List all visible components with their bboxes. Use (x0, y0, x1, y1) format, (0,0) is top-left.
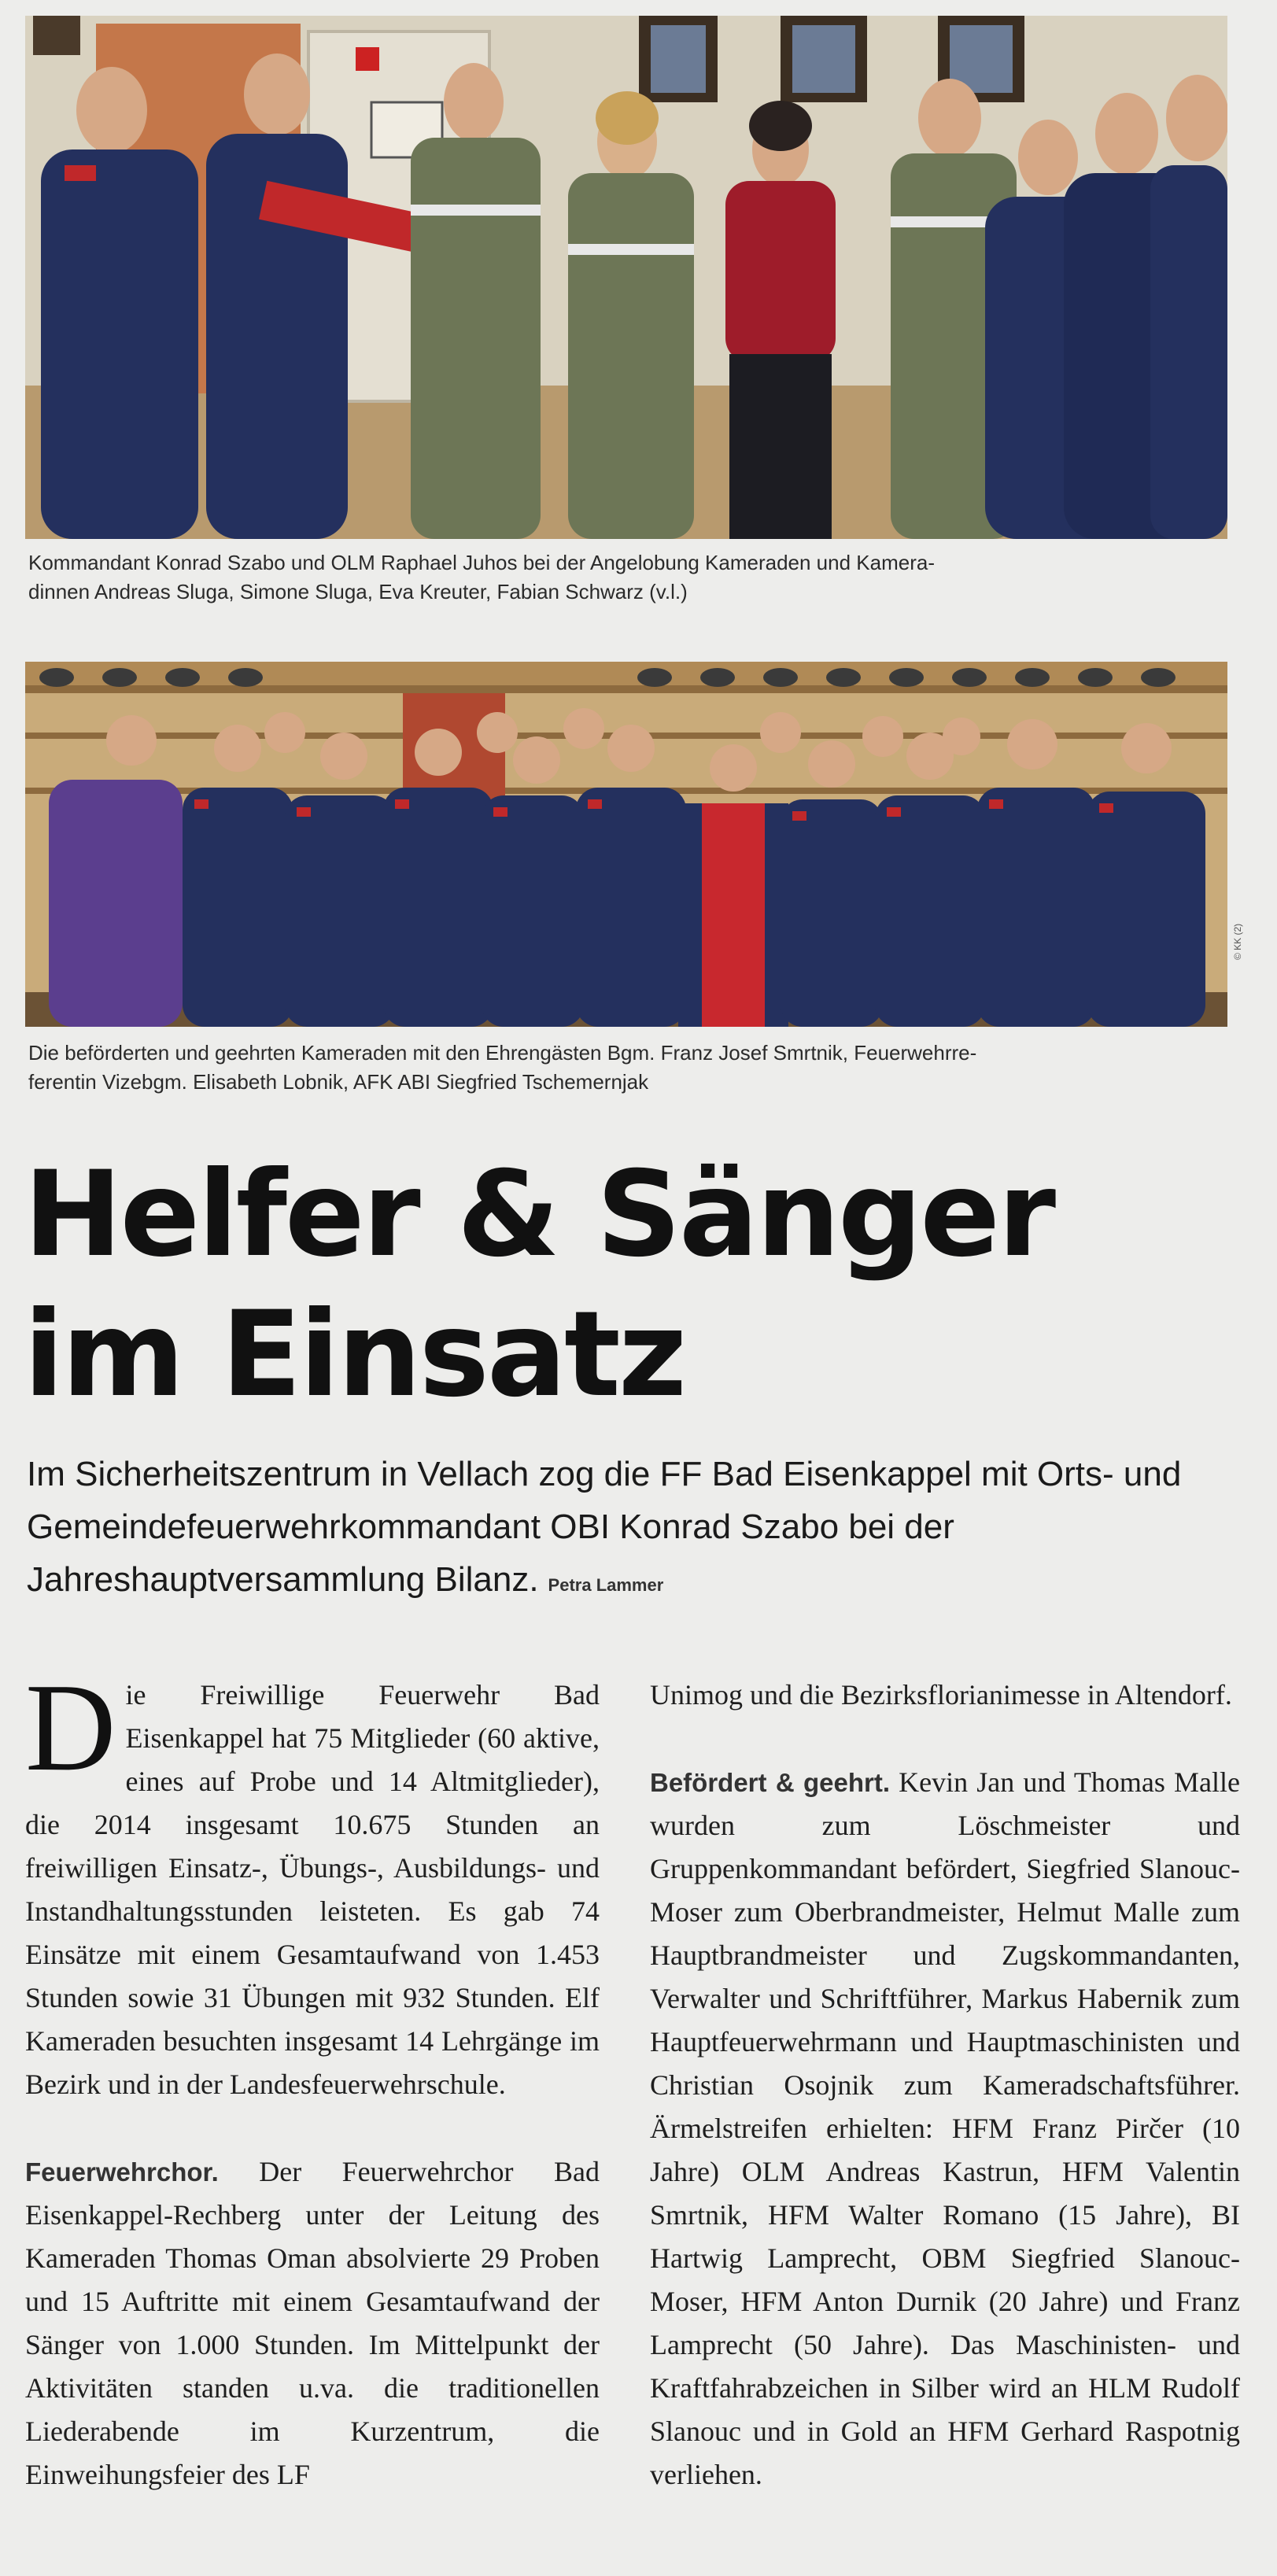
photo-group (25, 662, 1227, 1027)
paragraph-choir-text: Der Feuerwehrchor Bad Eisenkappel-Rechberg unter der Leitung des Kameraden Thomas Oman absolvierte 29 Proben und 15 Auftritte mit einem Gesamtaufwand der Sänger von 1.000 Stunden. Im Mittelpunkt der Aktivitäten standen u.va. die traditionellen Liederabende im Kurzentrum, die Einweihungsfeier des LF (25, 2156, 600, 2490)
article-headline: Helfer & Sänger im Einsatz (24, 1146, 1054, 1423)
photo-swearing-in-illustration (25, 16, 1227, 539)
author-byline: Petra Lammer (548, 1575, 664, 1595)
photo-credit: © KK (2) (1232, 923, 1243, 960)
paragraph-promotions (650, 1761, 1240, 2497)
photo-caption: Die beförderten und geehrten Kameraden mit den Ehrengästen Bgm. Franz Josef Smrtnik, Feuerwehrre- ferentin Vizebgm. Elisabeth Lobnik, AFK ABI Siegfried Tschemernjak (28, 1041, 977, 1094)
photo-group-illustration (25, 662, 1227, 1027)
photo-caption: Kommandant Konrad Szabo und OLM Raphael Juhos bei der Angelobung Kameraden und Kamera- dinnen Andreas Sluga, Simone Sluga, Eva Kreuter, Fabian Schwarz (v.l.) (28, 551, 935, 603)
article-column-right (650, 1674, 1240, 2541)
paragraph-intro-text: ie Freiwillige Feuerwehr Bad Eisenkappel hat 75 Mitglieder (60 aktive, eines auf Probe und 14 Altmitglieder), die 2014 insgesamt 10.675 Stunden an freiwilligen Einsatz-, Übungs-, Ausbildungs- und Instandhaltungsstunden leisteten. Es gab 74 Einsätze mit einem Gesamtaufwand von 1.453 Stunden sowie 31 Übungen mit 932 Stunden. Elf Kameraden besuchten insgesamt 14 Lehrgänge im Bezirk und in der Landesfeuerwehrschule. (25, 1679, 600, 2100)
lead-text: Im Sicherheitszentrum in Vellach zog die FF Bad Eisenkappel mit Orts- und Gemeindefeuerwehrkommandant OBI Konrad Szabo bei der Jahreshauptversammlung Bilanz. (27, 1455, 1182, 1599)
paragraph-choir-continued: Unimog und die Bezirksflorianimesse in Altendorf. (650, 1679, 1232, 1711)
paragraph-intro (25, 1657, 600, 2106)
photo-swearing-in (25, 16, 1227, 539)
subhead-choir: Feuerwehrchor. (25, 2157, 219, 2187)
article-column-left (25, 1657, 600, 2541)
paragraph-promotions-text: Kevin Jan und Thomas Malle wurden zum Löschmeister und Gruppenkommandant befördert, Siegfried Slanouc-Moser zum Oberbrandmeister, Helmut Malle zum Hauptbrandmeister und Zugskommandanten, Verwalter und Schriftführer, Markus Habernik zum Hauptfeuerwehrmann und Hauptmaschinisten und Christian Osojnik zum Kameradschaftsführer. Ärmelstreifen erhielten: HFM Franz Pirčer (10 Jahre) OLM Andreas Kastrun, HFM Valentin Smrtnik, HFM Walter Romano (15 Jahre), BI Hartwig Lamprecht, OBM Siegfried Slanouc-Moser, HFM Anton Durnik (20 Jahre) und Franz Lamprecht (50 Jahre). Das Maschinisten- und Kraftfahrabzeichen in Silber wird an HLM Rudolf Slanouc und in Gold an HFM Gerhard Raspotnig verliehen. (650, 1766, 1240, 2490)
subhead-promotions: Befördert & geehrt. (650, 1768, 890, 1797)
drop-cap: D (25, 1657, 116, 1797)
article-lead (27, 1448, 1238, 1611)
paragraph-choir (25, 2150, 600, 2497)
